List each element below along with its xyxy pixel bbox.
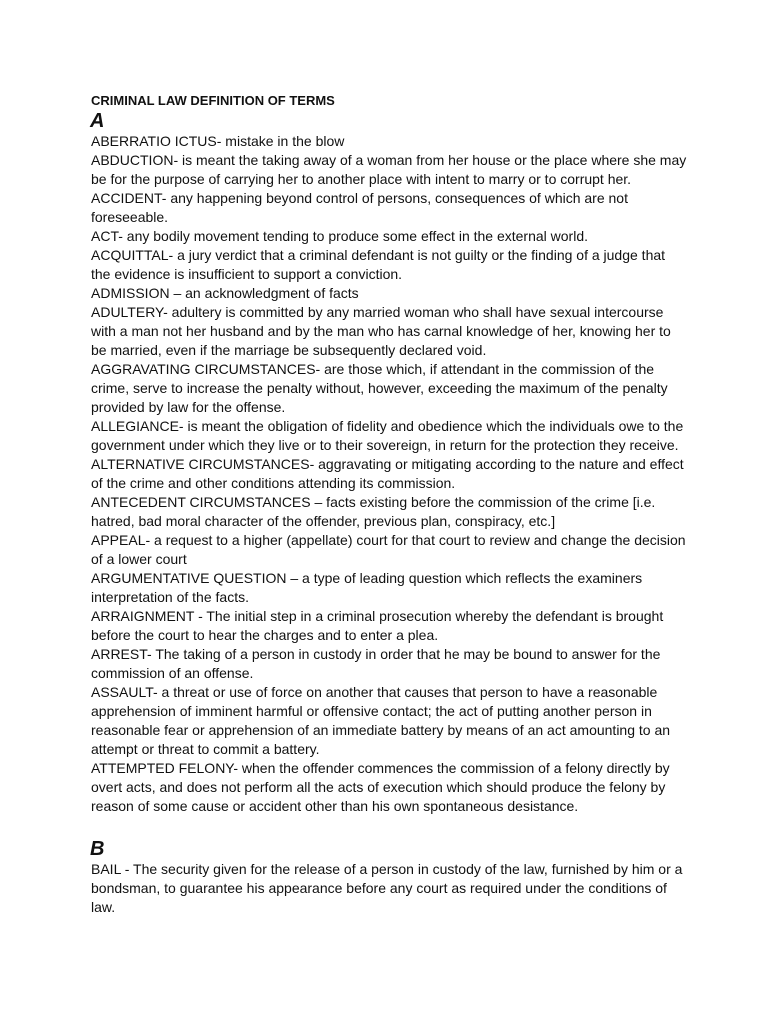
definition-act: ACT- any bodily movement tending to produce some effect in the external world. xyxy=(91,228,589,244)
document-title: CRIMINAL LAW DEFINITION OF TERMS xyxy=(91,93,335,108)
definition-aggravating-circumstances: AGGRAVATING CIRCUMSTANCES- are those which, if attendant in the commission of the crime, serve to increase the penalty without, however, exceeding the maximum of the penalty provided by law for the offense. xyxy=(91,361,668,415)
definition-arraignment: ARRAIGNMENT - The initial step in a criminal prosecution whereby the defendant is brought before the court to hear the charges and to enter a plea. xyxy=(91,608,664,643)
definition-argumentative-question: ARGUMENTATIVE QUESTION – a type of leading question which reflects the examiners interpretation of the facts. xyxy=(91,570,643,605)
definition-appeal: APPEAL- a request to a higher (appellate) court for that court to review and change the decision of a lower court xyxy=(91,532,686,567)
section-a-entries xyxy=(91,132,688,816)
definition-alternative-circumstances: ALTERNATIVE CIRCUMSTANCES- aggravating or mitigating according to the nature and effect of the crime and other conditions attending its commission. xyxy=(91,456,684,491)
definition-allegiance: ALLEGIANCE- is meant the obligation of fidelity and obedience which the individuals owe to the government under which they live or to their sovereign, in return for the protection they receive. xyxy=(91,418,684,453)
definition-accident: ACCIDENT- any happening beyond control of persons, consequences of which are not foreseeable. xyxy=(91,190,628,225)
definition-attempted-felony: ATTEMPTED FELONY- when the offender commences the commission of a felony directly by overt acts, and does not perform all the acts of execution which should produce the felony by reason of some cause or accident other than his own spontaneous desistance. xyxy=(91,760,670,814)
section-letter-a: A xyxy=(90,110,105,132)
definition-antecedent-circumstances: ANTECEDENT CIRCUMSTANCES – facts existing before the commission of the crime [i.e. hatred, bad moral character of the offender, previous plan, conspiracy, etc.] xyxy=(91,494,656,529)
section-letter-b: B xyxy=(90,838,105,860)
definition-adultery: ADULTERY- adultery is committed by any married woman who shall have sexual intercourse with a man not her husband and by the man who has carnal knowledge of her, knowing her to be married, even if the marriage be subsequently declared void. xyxy=(91,304,671,358)
definition-acquittal: ACQUITTAL- a jury verdict that a criminal defendant is not guilty or the finding of a judge that the evidence is insufficient to support a conviction. xyxy=(91,247,666,282)
section-b-entries xyxy=(91,860,688,917)
definition-admission: ADMISSION – an acknowledgment of facts xyxy=(91,285,359,301)
definition-bail: BAIL - The security given for the release of a person in custody of the law, furnished by him or a bondsman, to guarantee his appearance before any court as required under the conditions of law. xyxy=(91,861,683,915)
definition-assault: ASSAULT- a threat or use of force on another that causes that person to have a reasonable apprehension of imminent harmful or offensive contact; the act of putting another person in reasonable fear or apprehension of an immediate battery by means of an act amounting to an attempt or threat to commit a battery. xyxy=(91,684,671,757)
definition-aberratio-ictus: ABERRATIO ICTUS- mistake in the blow xyxy=(91,133,345,149)
definition-abduction: ABDUCTION- is meant the taking away of a woman from her house or the place where she may be for the purpose of carrying her to another place with intent to marry or to corrupt her. xyxy=(91,152,687,187)
definition-arrest: ARREST- The taking of a person in custody in order that he may be bound to answer for the commission of an offense. xyxy=(91,646,661,681)
